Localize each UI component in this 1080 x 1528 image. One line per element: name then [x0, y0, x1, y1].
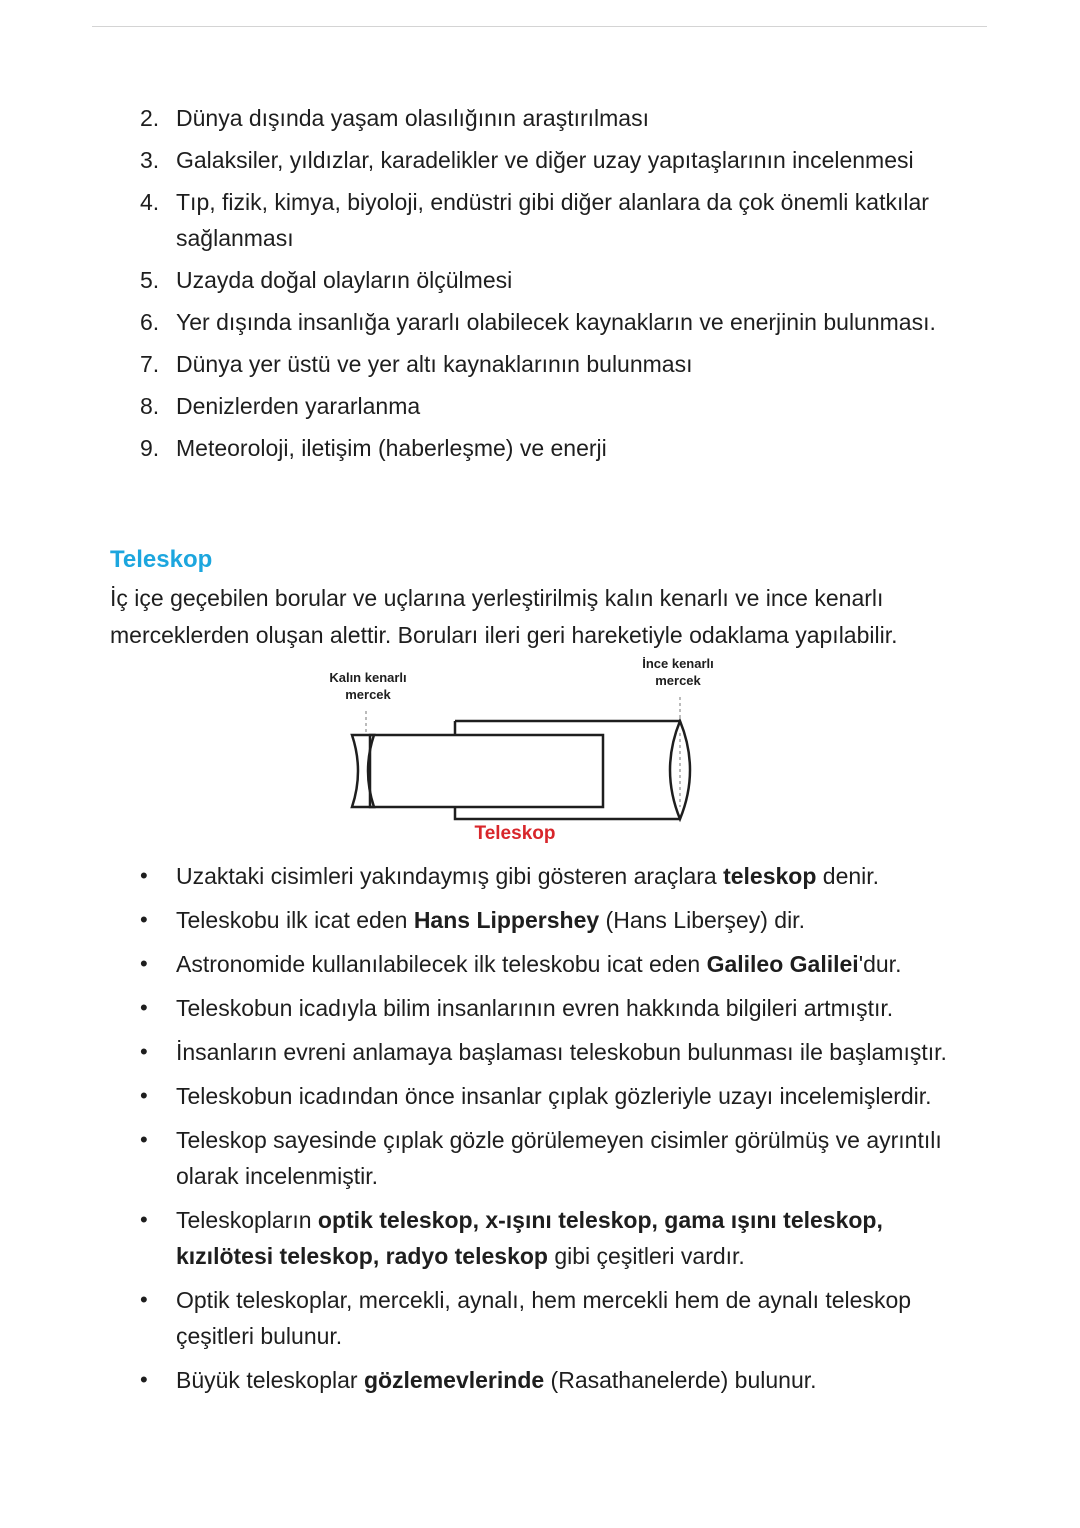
list-item: 4. Tıp, fizik, kimya, biyoloji, endüstri gibi diğer alanlara da çok önemli katkılar sağlanması [140, 189, 929, 251]
list-item: 2. Dünya dışında yaşam olasılığının araştırılması [140, 105, 649, 131]
list-item: 5. Uzayda doğal olayların ölçülmesi [140, 267, 513, 293]
bullet-icon: • [140, 1207, 148, 1232]
bullet-item: • İnsanların evreni anlamaya başlaması teleskobun bulunması ile başlamıştır. [140, 1034, 960, 1070]
section-title: Teleskop [110, 546, 213, 573]
bullet-item: • Teleskopların optik teleskop, x-ışını teleskop, gama ışını teleskop, kızılötesi teleskop, radyo teleskop gibi çeşitleri vardır. [140, 1202, 960, 1274]
label-thick-lens: Kalın kenarlı mercek [329, 670, 407, 702]
bullet-icon: • [140, 1127, 148, 1152]
top-divider [92, 26, 987, 27]
bullet-icon: • [140, 863, 148, 888]
bullet-list [140, 858, 960, 1406]
list-item: 3. Galaksiler, yıldızlar, karadelikler ve diğer uzay yapıtaşlarının incelenmesi [140, 147, 914, 173]
list-item: 8. Denizlerden yararlanma [140, 393, 421, 419]
list-item: 6. Yer dışında insanlığa yararlı olabilecek kaynakların ve enerjinin bulunması. [140, 309, 936, 335]
telescope-figure [300, 655, 740, 850]
bullet-icon: • [140, 1039, 148, 1064]
bullet-icon: • [140, 995, 148, 1020]
bullet-item: • Teleskobun icadıyla bilim insanlarının evren hakkında bilgileri artmıştır. [140, 990, 960, 1026]
bullet-icon: • [140, 907, 148, 932]
inner-tube [370, 735, 603, 807]
numbered-list [140, 100, 960, 472]
bullet-item: • Astronomide kullanılabilecek ilk teleskobu icat eden Galileo Galilei'dur. [140, 946, 960, 982]
section-intro: İç içe geçebilen borular ve uçlarına yerleştirilmiş kalın kenarlı ve ince kenarlı merceklerden oluşan alettir. Boruları ileri geri hareketiyle odaklama yapılabilir. [110, 585, 898, 648]
bullet-icon: • [140, 951, 148, 976]
bullet-item: • Uzaktaki cisimleri yakındaymış gibi gösteren araçlara teleskop denir. [140, 858, 960, 894]
bullet-item: • Büyük teleskoplar gözlemevlerinde (Rasathanelerde) bulunur. [140, 1362, 960, 1398]
bullet-icon: • [140, 1287, 148, 1312]
bullet-item: • Teleskobun icadından önce insanlar çıplak gözleriyle uzayı incelemişlerdir. [140, 1078, 960, 1114]
figure-caption: Teleskop [474, 823, 556, 844]
bullet-item: • Optik teleskoplar, mercekli, aynalı, hem mercekli hem de aynalı teleskop çeşitleri bulunur. [140, 1282, 960, 1354]
bullet-icon: • [140, 1367, 148, 1392]
bullet-icon: • [140, 1083, 148, 1108]
bullet-item: • Teleskop sayesinde çıplak gözle görülemeyen cisimler görülmüş ve ayrıntılı olarak incelenmiştir. [140, 1122, 960, 1194]
list-item: 7. Dünya yer üstü ve yer altı kaynaklarının bulunması [140, 351, 693, 377]
bullet-item: • Teleskobu ilk icat eden Hans Lippershey (Hans Liberşey) dir. [140, 902, 960, 938]
list-item: 9. Meteoroloji, iletişim (haberleşme) ve enerji [140, 435, 607, 461]
label-thin-lens: İnce kenarlı mercek [642, 656, 714, 688]
